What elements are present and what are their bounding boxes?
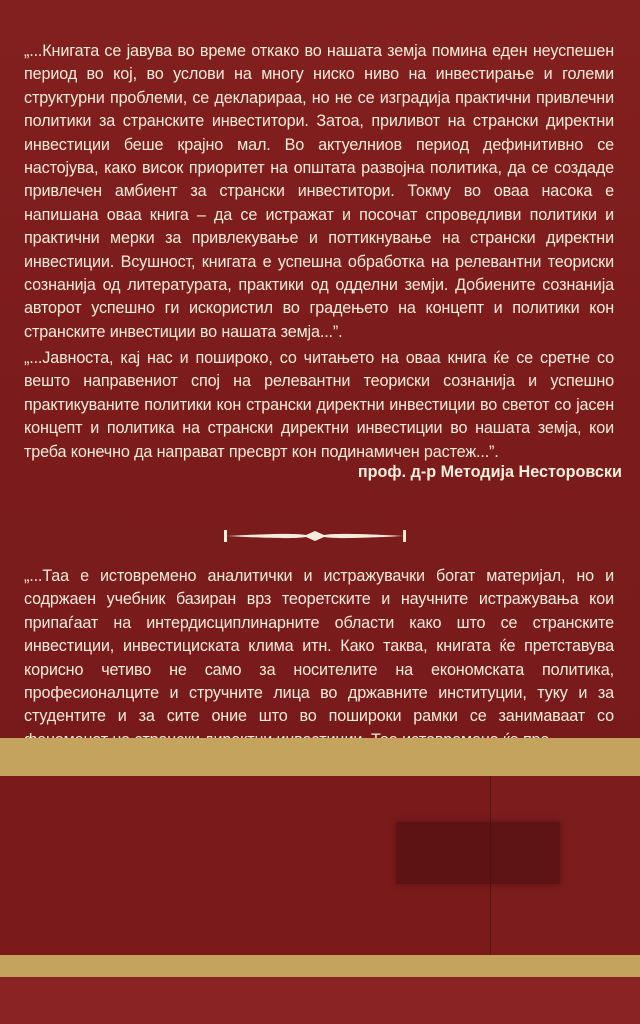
quote-paragraph-2: „...Јавноста, кај нас и пошироко, со читањето на оваа книга ќе се сретне со вешто направениот спој на релевантни теориски сознанија и успешно практикуваните политики кон странски директни инвестиции во светот со јасен концепт и политика на странски директни инвестиции во нашата земја, кои треба конечно да направат пресврт кон подинамичен растеж...”. [24, 349, 614, 461]
quote-paragraph-1: „...Книгата се јавува во време откако во нашата земја помина еден неуспешен период во кој, во услови на многу ниско ниво на инвестирање и големи структурни проблеми, се декларираа, но не се изградија практични привлечни политики за странските инвеститори. Затоа, приливот на странски директни инвестиции беше крајно мал. Во актуелниов период дефинитивно се настојува, како висок приоритет на општата развојна политика, да се создаде привлечен амбиент за странски инвеститори. Токму во оваа насока е напишана оваа книга – да се истражат и посочат спроведливи политики и практични мерки за привлекување и поттикнување на странски директни инвестиции. Всушност, книгата е успешна обработка на релевантни теориски сознанија од литературата, практики од одделни земји. Добиените сознанија авторот успешно ги искористил во градењето на концепт и политики кон странските инвестиции во нашата земја...”. [24, 42, 614, 341]
author-signature: проф. д-р Методија Несторовски [357, 463, 622, 481]
ornament-divider-icon [224, 525, 406, 547]
tape-residue [396, 822, 560, 884]
quote-paragraph-3: „...Таа е истовремено аналитички и истражувачки богат материјал, но и содржаен учебник базиран врз теоретските и научните истражувања кои припаѓаат на интердисциплинарните области како што се странските инвестиции, инвестициската клима итн. Како таква, книгата ќе претставува корисно четиво не само за носителите на економската политика, професионалците и стручните лица во државните институции, туку и за студентите и за сите оние што во пошироки рамки се занимаваат со [24, 567, 614, 726]
gold-band-bottom [0, 955, 640, 977]
bottom-strip [0, 977, 640, 1024]
gold-band-top [0, 738, 640, 776]
